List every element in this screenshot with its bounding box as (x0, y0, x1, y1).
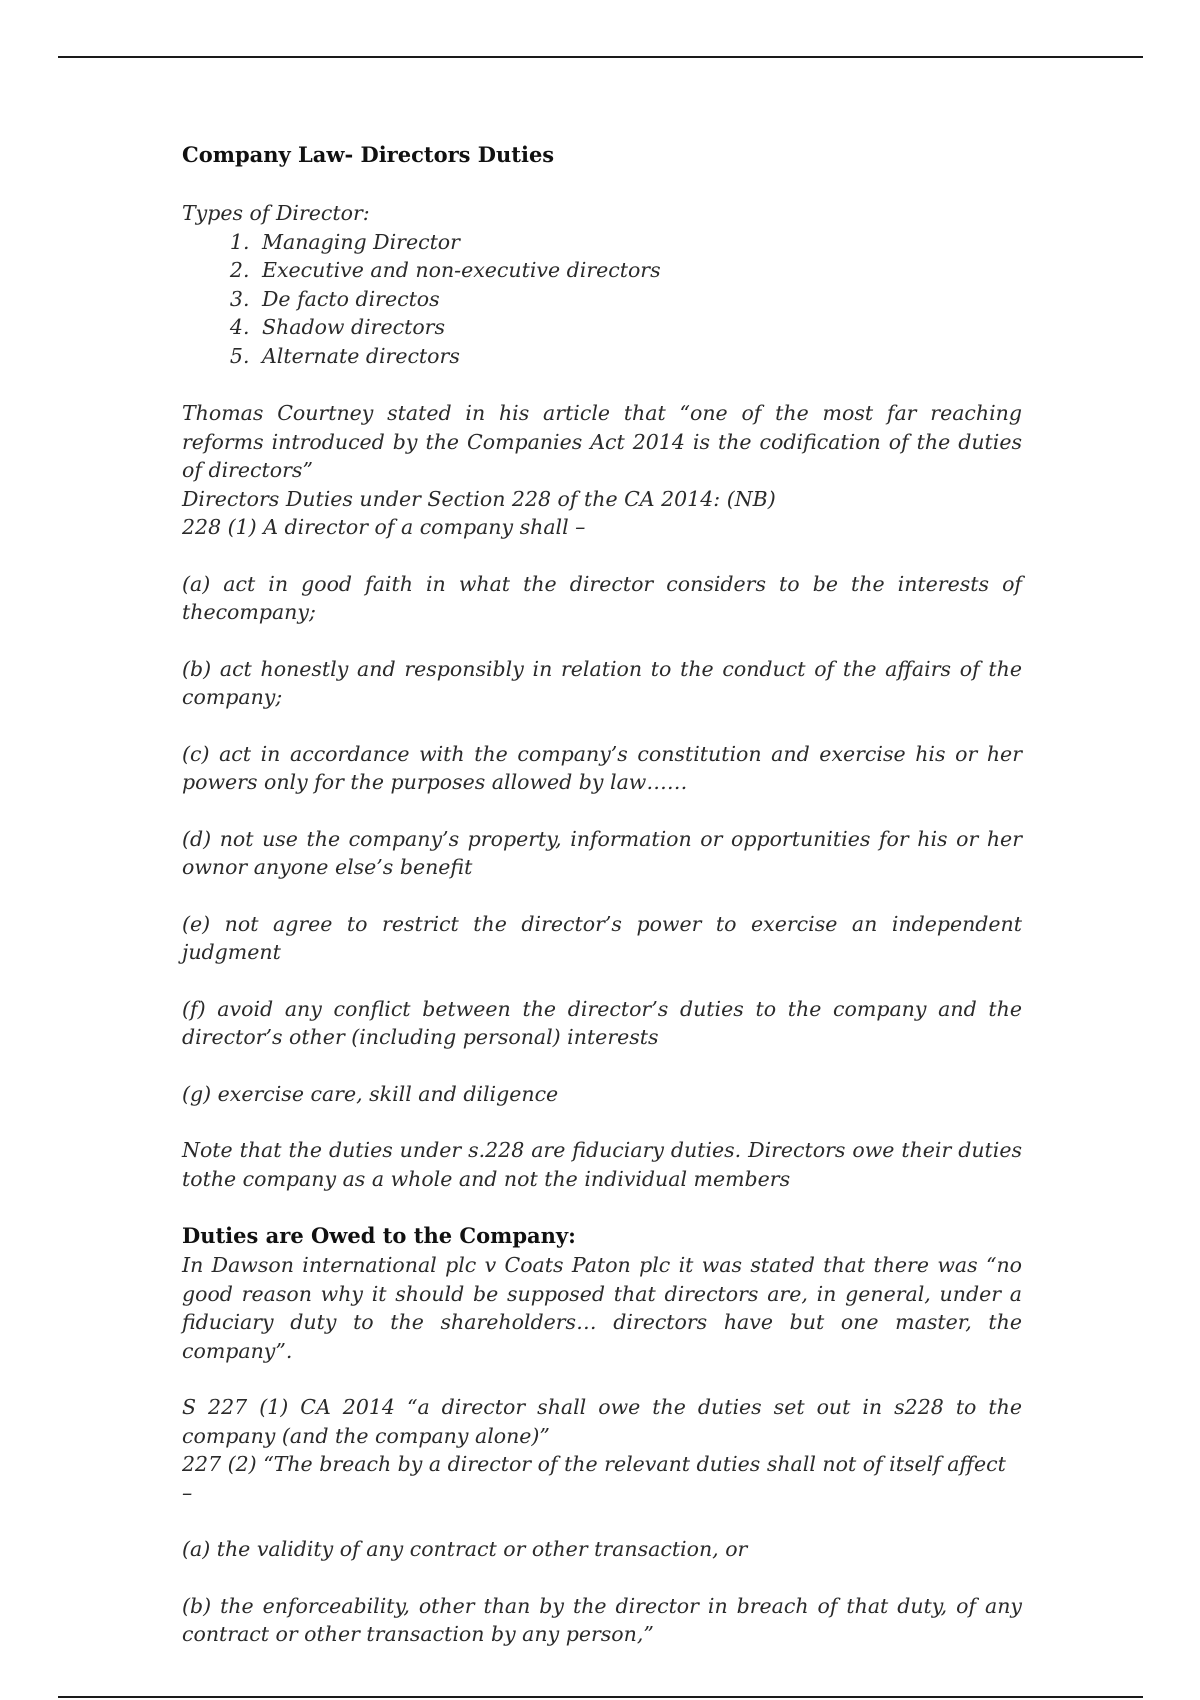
bottom-rule (58, 1696, 1143, 1698)
types-heading: Types of Director: (182, 201, 370, 225)
list-item: 2. Executive and non-executive directors (256, 256, 1022, 285)
list-item: 5. Alternate directors (256, 342, 1022, 371)
document-body (182, 140, 1022, 1649)
document-title: Company Law- Directors Duties (182, 142, 555, 167)
dawson-case: In Dawson international plc v Coats Paton plc it was stated that there was “no good reason why it should be supposed that directors are, in general, under a fiduciary duty to the shareholders… directors have but one master, the company”. (182, 1253, 1022, 1363)
duty-f: (f) avoid any conflict between the director’s duties to the company and the director’s other (including personal) interests (182, 996, 1022, 1049)
list-item: 4. Shadow directors (256, 313, 1022, 342)
s227-2: 227 (2) “The breach by a director of the relevant duties shall not of itself affect – (182, 1452, 1006, 1505)
section228-lead: 228 (1) A director of a company shall – (182, 515, 586, 539)
duty-b: (b) act honestly and responsibly in relation to the conduct of the affairs of the company; (182, 656, 1022, 709)
types-list (182, 228, 1022, 371)
duty-g: (g) exercise care, skill and diligence (182, 1081, 559, 1106)
duty-a: (a) act in good faith in what the director considers to be the interests of thecompany; (182, 571, 1022, 624)
courtney-quote: Thomas Courtney stated in his article that “one of the most far reaching reforms introduced by the Companies Act 2014 is the codification of the duties of directors” (182, 401, 1022, 482)
duty-c: (c) act in accordance with the company’s constitution and exercise his or her powers only for the purposes allowed by law…… (182, 741, 1022, 794)
fiduciary-note: Note that the duties under s.228 are fiduciary duties. Directors owe their duties tothe company as a whole and not the individual members (182, 1138, 1022, 1191)
s227-1: S 227 (1) CA 2014 “a director shall owe the duties set out in s228 to the company (and the company alone)” (182, 1395, 1022, 1448)
s227-item-a: (a) the validity of any contract or other transaction, or (182, 1537, 748, 1561)
top-rule (58, 56, 1143, 58)
section228-intro: Directors Duties under Section 228 of the CA 2014: (NB) (182, 486, 776, 511)
list-item: 3. De facto directos (256, 285, 1022, 314)
owed-heading: Duties are Owed to the Company: (182, 1223, 576, 1248)
duty-d: (d) not use the company’s property, information or opportunities for his or her ownor anyone else’s benefit (182, 826, 1022, 879)
s227-item-b: (b) the enforceability, other than by the director in breach of that duty, of any contract or other transaction by any person,” (182, 1593, 1022, 1646)
duty-e: (e) not agree to restrict the director’s power to exercise an independent judgment (182, 911, 1022, 964)
list-item: 1. Managing Director (256, 228, 1022, 257)
